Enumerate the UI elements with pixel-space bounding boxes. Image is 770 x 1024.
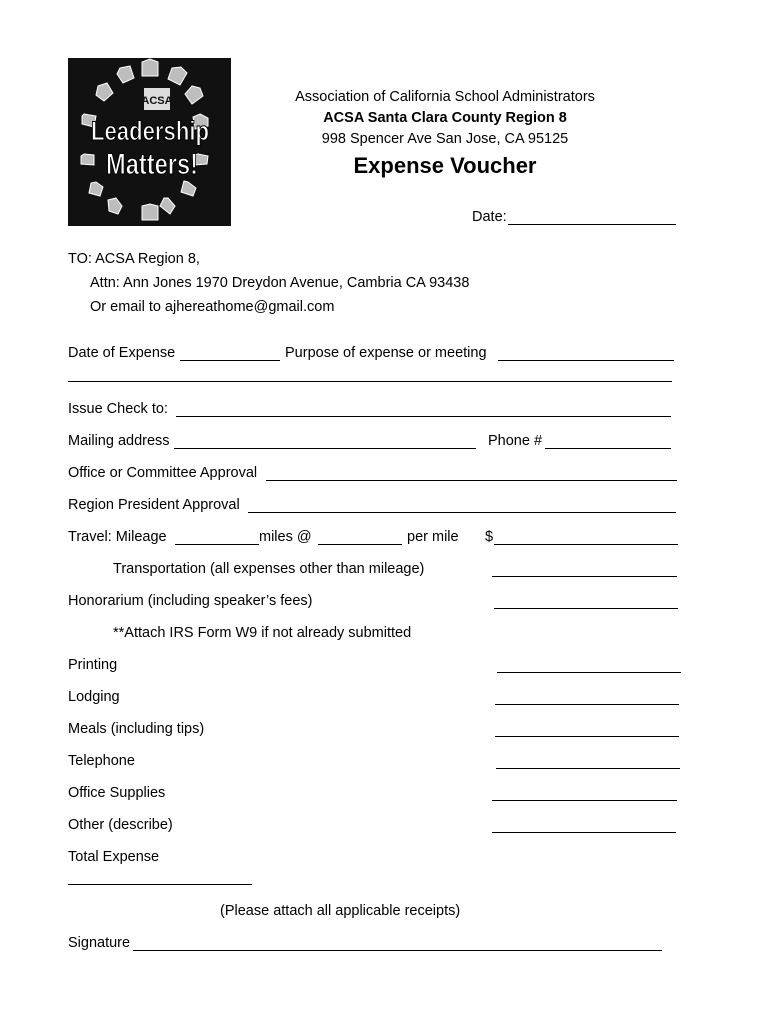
attn-line: Attn: Ann Jones 1970 Dreydon Avenue, Cambria CA 93438 [90,275,470,291]
purpose-field[interactable] [498,360,674,361]
telephone-field[interactable] [496,768,680,769]
receipts-note: (Please attach all applicable receipts) [220,903,461,919]
meals-field[interactable] [495,736,679,737]
travel-amount-field[interactable] [494,544,678,545]
total-expense-field[interactable] [68,884,252,885]
honorarium-label: Honorarium (including speaker’s fees) [68,593,313,609]
logo-text-matters: Matters! [106,148,198,181]
rate-field[interactable] [318,544,402,545]
president-approval-label: Region President Approval [68,497,240,513]
signature-label: Signature [68,935,131,951]
issue-check-field[interactable] [176,416,671,417]
email-line: Or email to ajhereathome@gmail.com [90,299,335,315]
transportation-label: Transportation (all expenses other than mileage) [113,561,425,577]
meals-label: Meals (including tips) [68,721,205,737]
other-field[interactable] [492,832,676,833]
honorarium-field[interactable] [494,608,678,609]
region-address: 998 Spencer Ave San Jose, CA 95125 [321,131,569,147]
logo-mark: ACSA [141,95,173,107]
mileage-field[interactable] [175,544,259,545]
w9-note: **Attach IRS Form W9 if not already submitted [113,625,412,641]
purpose-label: Purpose of expense or meeting [285,345,487,361]
logo-graphic [68,58,231,226]
date-of-expense-field[interactable] [180,360,280,361]
telephone-label: Telephone [68,753,135,769]
printing-label: Printing [68,657,118,673]
page-title: Expense Voucher [353,153,537,178]
phone-label: Phone # [488,433,543,449]
leadership-matters-logo [68,58,231,226]
organization-name: Association of California School Administrators [295,89,595,105]
mailing-address-label: Mailing address [68,433,170,449]
office-approval-label: Office or Committee Approval [68,465,258,481]
date-of-expense-label: Date of Expense [68,345,176,361]
mailing-address-field[interactable] [174,448,476,449]
phone-field[interactable] [545,448,671,449]
logo-text-leadership: Leadership [91,116,209,146]
to-line: TO: ACSA Region 8, [68,251,200,267]
lodging-field[interactable] [495,704,679,705]
office-approval-field[interactable] [266,480,677,481]
office-supplies-field[interactable] [492,800,677,801]
transportation-field[interactable] [492,576,677,577]
issue-check-label: Issue Check to: [68,401,168,417]
miles-at-label: miles @ [259,529,312,545]
office-supplies-label: Office Supplies [68,785,166,801]
per-mile-label: per mile [407,529,459,545]
lodging-label: Lodging [68,689,120,705]
purpose-field-continued[interactable] [68,381,672,382]
president-approval-field[interactable] [248,512,676,513]
date-label: Date: [472,209,507,225]
region-name: ACSA Santa Clara County Region 8 [323,110,567,126]
date-field[interactable] [508,224,676,225]
printing-field[interactable] [497,672,681,673]
other-label: Other (describe) [68,817,173,833]
travel-mileage-label: Travel: Mileage [68,529,167,545]
signature-field[interactable] [133,950,662,951]
dollar-sign: $ [485,529,494,545]
total-expense-label: Total Expense [68,849,160,865]
